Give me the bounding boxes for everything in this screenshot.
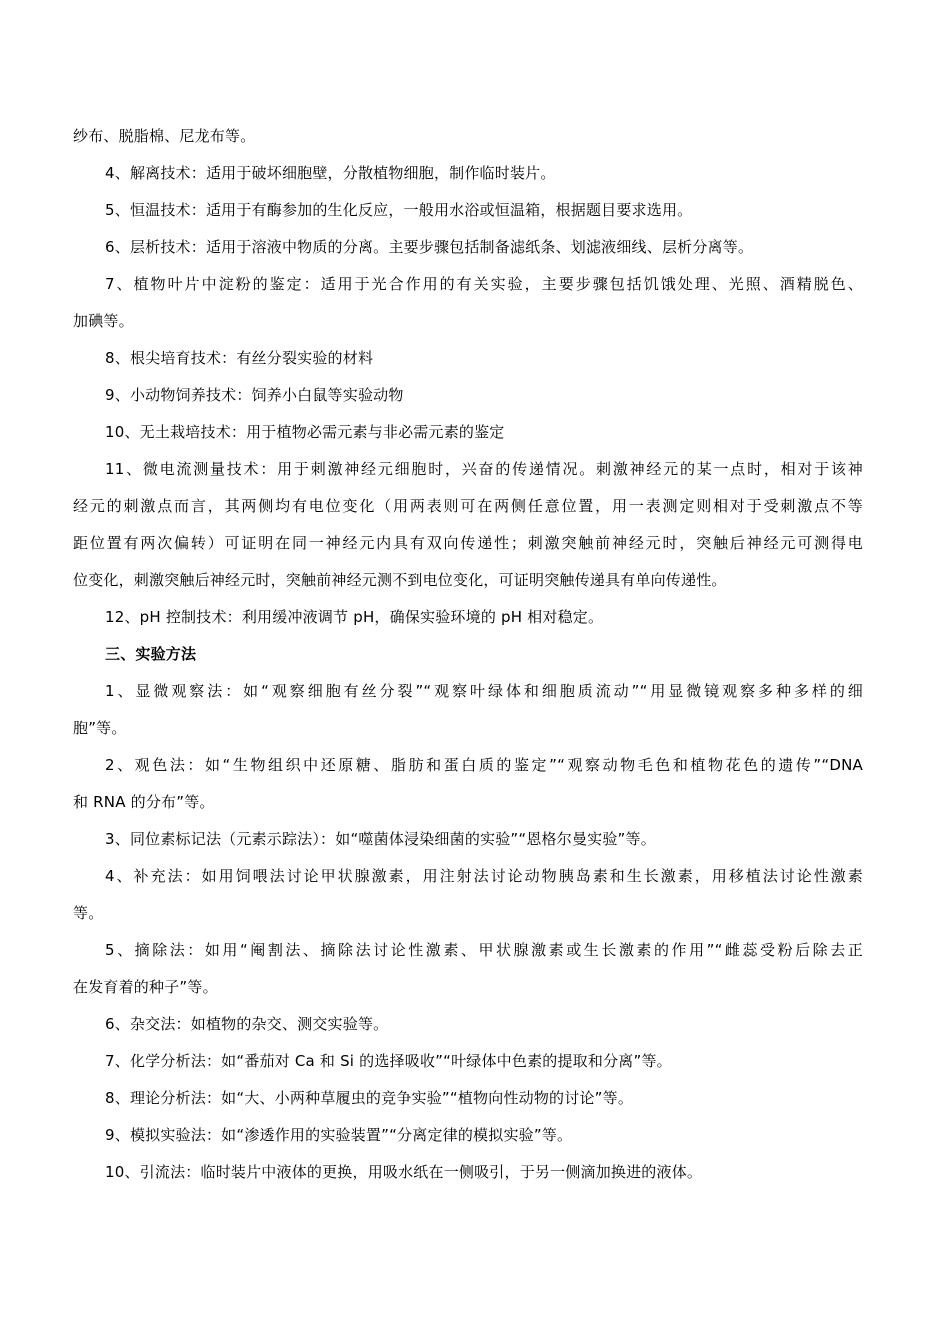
text-line: 10、无土栽培技术：用于植物必需元素与非必需元素的鉴定 <box>105 423 505 441</box>
text-line: 等。 <box>73 904 104 922</box>
document-body <box>73 118 863 1191</box>
text-line: 9、小动物饲养技术：饲养小白鼠等实验动物 <box>105 386 404 404</box>
text-line: 7、化学分析法：如“番茄对 Ca 和 Si 的选择吸收”“叶绿体中色素的提取和分离”等。 <box>105 1052 672 1070</box>
text-line: 8、理论分析法：如“大、小两种草履虫的竞争实验”“植物向性动物的讨论”等。 <box>105 1089 634 1107</box>
text-line: 纱布、脱脂棉、尼龙布等。 <box>73 127 256 145</box>
text-line: 9、模拟实验法：如“渗透作用的实验装置”“分离定律的模拟实验”等。 <box>105 1126 573 1144</box>
text-line: 6、杂交法：如植物的杂交、测交实验等。 <box>105 1015 389 1033</box>
text-line: 4、补充法：如用饲喂法讨论甲状腺激素，用注射法讨论动物胰岛素和生长激素，用移植法讨论性激素 <box>105 867 863 885</box>
text-line: 2、观色法：如“生物组织中还原糖、脂肪和蛋白质的鉴定”“观察动物毛色和植物花色的遗传”“DNA <box>105 756 863 774</box>
text-line: 加碘等。 <box>73 312 134 330</box>
text-line: 胞”等。 <box>73 719 127 737</box>
text-line: 距位置有两次偏转）可证明在同一神经元内具有双向传递性；刺激突触前神经元时，突触后神经元可测得电 <box>73 534 863 552</box>
text-line: 经元的刺激点而言，其两侧均有电位变化（用两表则可在两侧任意位置，用一表测定则相对于受刺激点不等 <box>73 497 863 515</box>
text-line: 3、同位素标记法（元素示踪法）：如“噬菌体浸染细菌的实验”“恩格尔曼实验”等。 <box>105 830 656 848</box>
text-line: 11、微电流测量技术：用于刺激神经元细胞时，兴奋的传递情况。刺激神经元的某一点时，相对于该神 <box>105 460 863 478</box>
text-line: 和 RNA 的分布”等。 <box>73 793 215 811</box>
text-line: 10、引流法：临时装片中液体的更换，用吸水纸在一侧吸引，于另一侧滴加换进的液体。 <box>105 1163 703 1181</box>
text-line: 4、解离技术：适用于破坏细胞壁，分散植物细胞，制作临时装片。 <box>105 164 556 182</box>
text-line: 5、摘除法：如用“阉割法、摘除法讨论性激素、甲状腺激素或生长激素的作用”“雌蕊受粉后除去正 <box>105 941 863 959</box>
text-line: 1、显微观察法：如“观察细胞有丝分裂”“观察叶绿体和细胞质流动”“用显微镜观察多种多样的细 <box>105 682 863 700</box>
text-line: 5、恒温技术：适用于有酶参加的生化反应，一般用水浴或恒温箱，根据题目要求选用。 <box>105 201 693 219</box>
text-line: 在发育着的种子”等。 <box>73 978 218 996</box>
text-line: 8、根尖培育技术：有丝分裂实验的材料 <box>105 349 374 367</box>
section-heading: 三、实验方法 <box>105 645 197 663</box>
text-line: 7、植物叶片中淀粉的鉴定：适用于光合作用的有关实验，主要步骤包括饥饿处理、光照、酒精脱色、 <box>105 275 863 293</box>
text-line: 12、pH 控制技术：利用缓冲液调节 pH，确保实验环境的 pH 相对稳定。 <box>105 608 604 626</box>
text-line: 位变化，刺激突触后神经元时，突触前神经元测不到电位变化，可证明突触传递具有单向传递性。 <box>73 571 727 589</box>
text-line: 6、层析技术：适用于溶液中物质的分离。主要步骤包括制备滤纸条、划滤液细线、层析分离等。 <box>105 238 754 256</box>
